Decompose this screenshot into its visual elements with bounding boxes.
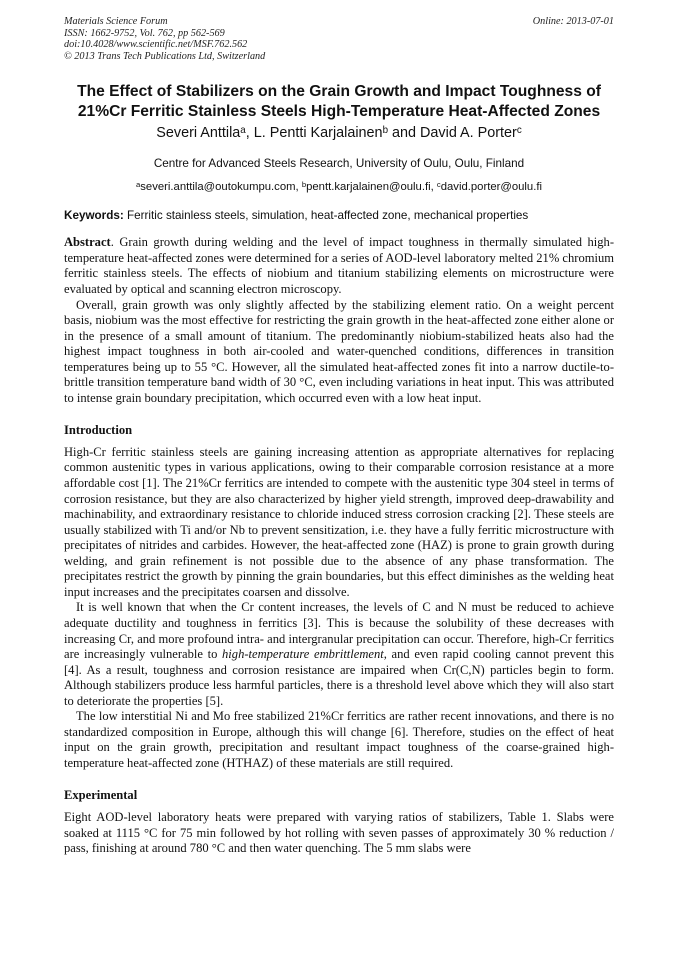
keywords-label: Keywords: [64,209,124,223]
email-address[interactable]: david.porter@oulu.fi [440,181,543,194]
intro-p2-text-a: It is well known that when the Cr content increases, the levels of C and N must be reduced to achieve adequate ductility and toughness in ferritics [3]. This is because the solubility of these decreases with increasing Cr, and more profound intra- and intergranular precipitation can occur. Therefore, high-Cr ferritics are increasingly vulnerable to [64,600,614,662]
introduction-paragraph-1: High-Cr ferritic stainless steels are gaining increasing attention as appropriate alternatives for replacing common austenitic types in various applications, owing to their comparable corrosion resistance at a more affordable cost [1]. The 21%Cr ferritics are intended to compete with the austenitic type 304 steel in terms of corrosion resistance, but they are also characterized by higher yield strength, improved deep-drawability and machinability, and extraordinary resistance to chloride induced stress corrosion cracking [2]. These steels are usually stabilized with Ti and/or Nb to prevent sensitization, i.e. they have a fully ferritic microstructure with precipitates of nitrides and carbides. However, the heat-affected zone (HAZ) is prone to grain growth during welding, and grain refinement is not possible due to the absence of any phase transformation. The precipitates restrict the growth by pinning the grain boundaries, but this effect diminishes as the welding heat input increases and the precipitates coarsen and dissolve. [64,444,614,599]
author-list [64,124,614,143]
email-separator: , [295,181,302,194]
abstract-paragraph-1 [64,235,614,297]
email-list [64,180,614,194]
email-address[interactable]: pentt.karjalainen@oulu.fi [306,181,431,194]
author-marker: b [382,124,389,136]
introduction-heading: Introduction [64,423,133,438]
email-marker: b [301,179,307,189]
keywords-text: Ferritic stainless steels, simulation, heat-affected zone, mechanical properties [123,209,529,223]
title-line-2: 21%Cr Ferritic Stainless Steels High-Temperature Heat-Affected Zones [77,103,601,121]
abstract-label: Abstract [64,235,111,250]
email-address[interactable]: severi.anttila@outokumpu.com [140,181,296,194]
journal-name: Materials Science Forum [64,16,168,27]
intro-p2-text-b: , and even rapid cooling cannot prevent this [4]. As a result, toughness and corrosion resistance are impaired when Cr(C,N) particles begin to form. Although stabilizers produce less harmful particles, there is a threshold level above which they will also start to deteriorate the properties [5]. [64,647,614,708]
paper-title [64,82,614,122]
email-separator: , [430,181,437,194]
experimental-heading: Experimental [64,788,138,803]
email-marker: c [436,179,441,189]
copyright-line: © 2013 Trans Tech Publications Ltd, Switzerland [64,50,266,62]
journal-header [64,16,614,62]
author-name: L. Pentti Karjalainen [253,125,383,142]
author-name: David A. Porter [420,125,517,142]
introduction-paragraph-3: The low interstitial Ni and Mo free stabilized 21%Cr ferritics are rather recent innovations, and there is no standardized composition in Europe, although this will change [6]. Therefore, studies on the effect of heat input on the grain growth, precipitation and resultant impact toughness of the coarse-grained high-temperature heat-affected zone (HTHAZ) of these materials are still required. [64,709,614,770]
online-date: Online: 2013-07-01 [532,16,614,27]
affiliation: Centre for Advanced Steels Research, University of Oulu, Oulu, Finland [153,157,525,171]
intro-p2-emphasis: high-temperature embrittlement [222,647,384,662]
author-separator: , [245,125,254,142]
author-name: Severi Anttila [156,125,241,142]
author-separator: and [388,125,421,142]
author-marker: a [240,124,246,136]
issn-line: ISSN: 1662-9752, Vol. 762, pp 562-569 [64,27,225,39]
abstract-paragraph-2: Overall, grain growth was only slightly affected by the stabilizing element ratio. On a weight percent basis, niobium was the most effective for restricting the grain growth in the heat-affected zone either alone or in the presence of a small amount of titanium. The predominantly niobium-stabilized heats also had the highest impact toughness in both air-cooled and water-quenched conditions, differences in transition temperatures being up to 55 °C. However, all the simulated heat-affected zones fit into a narrow ductile-to-brittle transition temperature band width of 30 °C, even including variations in heat input. This was attributed to intense grain boundary precipitation, which occurred even with a low heat input. [64,297,614,405]
keywords-line [64,209,614,223]
experimental-paragraph-1: Eight AOD-level laboratory heats were prepared with varying ratios of stabilizers, Table 1. Slabs were soaked at 1115 °C for 75 min followed by hot rolling with seven passes of approximately 30 % reduction / pass, finishing at around 780 °C and then water quenching. The 5 mm slabs were [64,809,614,856]
email-marker: a [135,179,141,189]
abstract-text-1: . Grain growth during welding and the level of impact toughness in thermally simulated high-temperature heat-affected zones were determined for a series of AOD-level laboratory melted 21% chromium ferritic stainless steels. The effects of niobium and titanium stabilizing elements on microstructure were evaluated by optical and scanning electron microscopy. [64,235,614,297]
doi-line: doi:10.4028/www.scientific.net/MSF.762.562 [64,39,248,51]
introduction-paragraph-2 [64,600,614,709]
author-marker: c [516,124,522,136]
title-line-1: The Effect of Stabilizers on the Grain Growth and Impact Toughness of [77,83,601,101]
